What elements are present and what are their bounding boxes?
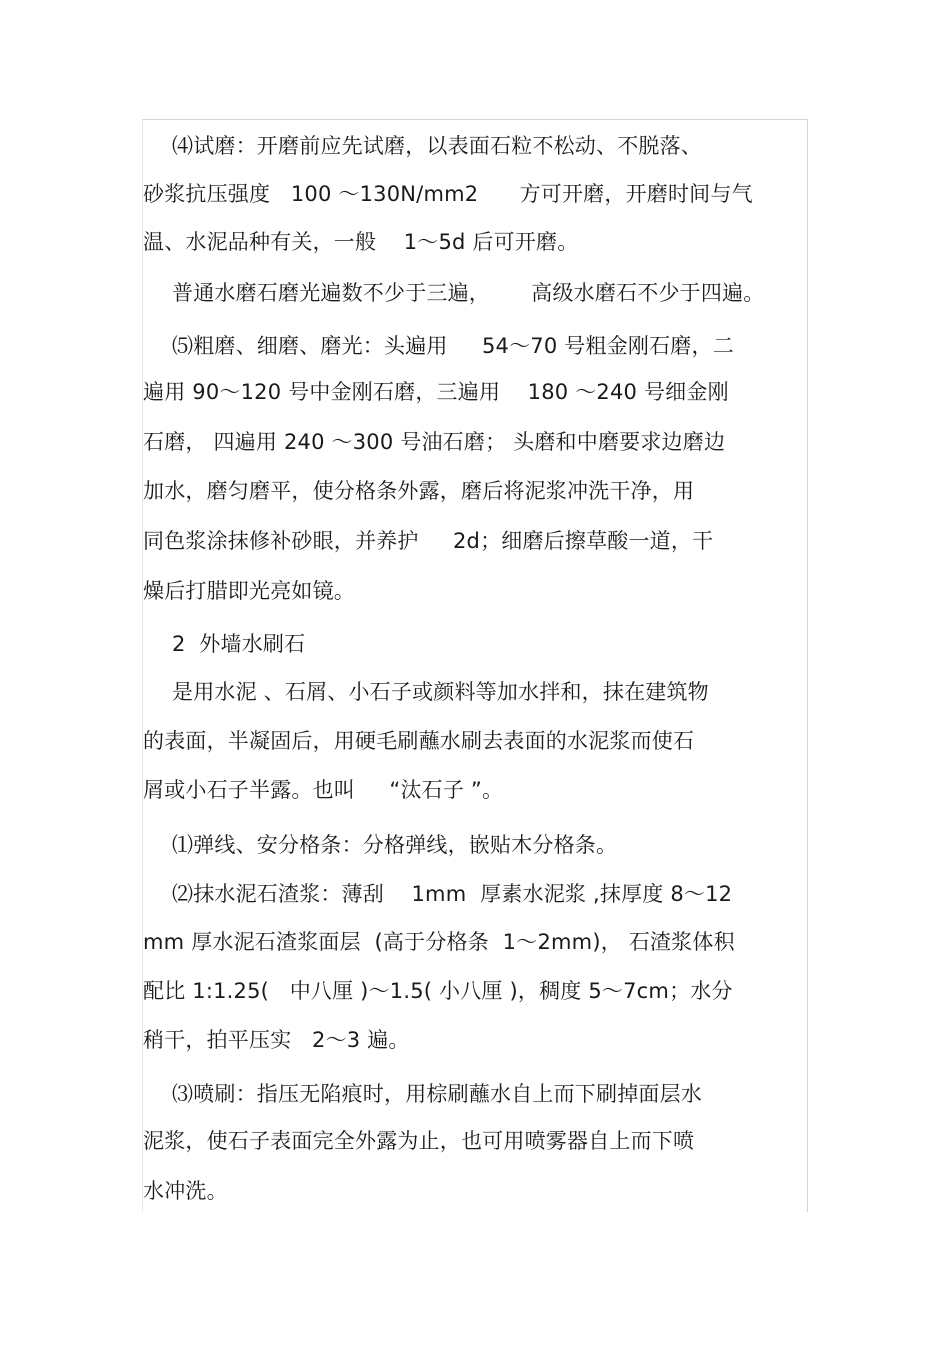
text-line: ⑴弹线、安分格条：分格弹线，嵌贴木分格条。 [172,833,618,857]
text-line: 温、水泥品种有关，一般 1～5d 后可开磨。 [143,230,579,254]
text-line: 同色浆涂抹修补砂眼，并养护 2d；细磨后擦草酸一道，干 [143,529,714,553]
text-line: 是用水泥 、石屑、小石子或颜料等加水拌和，抹在建筑物 [172,680,709,704]
text-line: ⑶喷刷：指压无陷痕时，用棕刷蘸水自上而下刷掉面层水 [172,1082,702,1106]
text-line: 砂浆抗压强度 100 ～130N/mm2 方可开磨，开磨时间与气 [143,182,753,206]
text-line: 屑或小石子半露。也叫 “汰石子 ”。 [143,778,504,802]
text-line: mm 厚水泥石渣浆面层 (高于分格条 1～2mm)， 石渣浆体积 [143,930,735,954]
text-line: 加水，磨匀磨平，使分格条外露，磨后将泥浆冲洗干净，用 [143,479,695,503]
text-line: 遍用 90～120 号中金刚石磨，三遍用 180 ～240 号细金刚 [143,380,729,404]
text-line: 普通水磨石磨光遍数不少于三遍， 高级水磨石不少于四遍。 [172,281,765,305]
text-line: 石磨， 四遍用 240 ～300 号油石磨； 头磨和中磨要求边磨边 [143,430,726,454]
text-line: 的表面，半凝固后，用硬毛刷蘸水刷去表面的水泥浆而使石 [143,729,695,753]
text-line: ⑸粗磨、细磨、磨光：头遍用 54～70 号粗金刚石磨，二 [172,334,734,358]
text-line: 燥后打腊即光亮如镜。 [143,579,355,603]
text-line: 泥浆，使石子表面完全外露为止，也可用喷雾器自上而下喷 [143,1129,695,1153]
section-heading: 2 外墙水刷石 [172,632,306,656]
text-line: ⑵抹水泥石渣浆：薄刮 1mm 厚素水泥浆 ,抹厚度 8～12 [172,882,733,906]
text-line: 配比 1:1.25( 中八厘 )～1.5( 小八厘 )，稠度 5～7cm；水分 [143,979,733,1003]
text-line: 稍干，拍平压实 2～3 遍。 [143,1028,410,1052]
text-line: ⑷试磨：开磨前应先试磨，以表面石粒不松动、不脱落、 [172,134,702,158]
text-line: 水冲洗。 [143,1179,228,1203]
